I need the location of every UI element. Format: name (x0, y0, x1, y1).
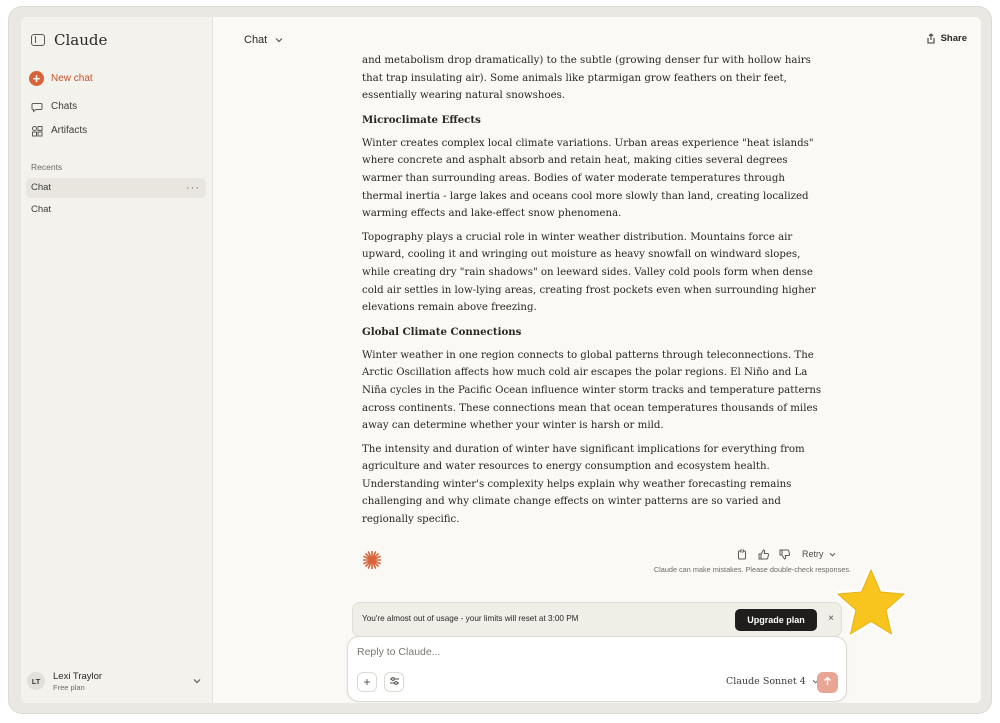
recent-chat-label: Chat (31, 204, 52, 215)
chevron-down-icon (829, 549, 836, 559)
close-icon[interactable]: × (828, 613, 834, 624)
usage-limit-banner (352, 602, 842, 637)
sidebar-toggle-icon[interactable] (31, 34, 45, 46)
avatar: LT (27, 672, 45, 690)
thumbs-down-icon[interactable] (777, 547, 791, 561)
message-paragraph: and metabolism drop dramatically) to the subtle (growing denser fur with hollow hairs that trap insulating air). Some animals like ptarmigan grow feathers on their feet, essentially wearing natural snowshoes. (362, 55, 811, 102)
model-selector[interactable] (726, 676, 819, 687)
more-options-icon[interactable]: ··· (186, 182, 200, 194)
message-paragraph: Winter creates complex local climate variations. Urban areas experience "heat islands" where concrete and asphalt absorb and retain heat, making cities several degrees warmer than surrounding areas. Bodies of water moderate temperatures through thermal inertia - large lakes and oceans cool more slowly than land, creating localized warming effects and lake-effect snow phenomena. (362, 137, 814, 220)
share-icon (926, 33, 936, 44)
chat-bubble-icon (29, 99, 44, 114)
claude-logo-icon (362, 550, 382, 570)
message-paragraph: The intensity and duration of winter have significant implications for everything from agriculture and water resources to energy consumption and ecosystem health. Understanding winter's complexity helps explain why weather forecasting remains challenging and why climate change effects on winter patterns are so varied and regionally specific. (362, 443, 805, 526)
recents-heading: Recents (31, 162, 63, 172)
chevron-down-icon (275, 36, 283, 45)
artifacts-icon (29, 123, 44, 138)
thumbs-up-icon[interactable] (756, 547, 770, 561)
message-heading: Global Climate Connections (362, 325, 522, 338)
new-chat-button[interactable] (29, 71, 93, 86)
tools-button[interactable] (384, 672, 404, 692)
recent-chat-label: Chat (31, 182, 52, 193)
message-heading: Microclimate Effects (362, 113, 481, 126)
chat-title-dropdown[interactable] (244, 34, 283, 46)
sliders-icon (389, 675, 400, 689)
composer (347, 636, 847, 702)
reply-input[interactable] (357, 646, 797, 658)
user-name: Lexi Traylor (53, 670, 103, 682)
disclaimer-text: Claude can make mistakes. Please double-check responses. (653, 565, 851, 574)
retry-button[interactable] (802, 549, 836, 559)
retry-label: Retry (802, 549, 824, 559)
plus-icon: + (29, 71, 44, 86)
arrow-up-icon (823, 676, 832, 689)
copy-icon[interactable] (735, 547, 749, 561)
send-button[interactable] (817, 672, 838, 693)
chat-title: Chat (244, 34, 268, 46)
recent-chat-item[interactable] (26, 178, 206, 198)
assistant-message (362, 52, 824, 535)
model-label: Claude Sonnet 4 (726, 676, 806, 687)
user-menu[interactable] (27, 667, 207, 695)
message-paragraph: Winter weather in one region connects to global patterns through teleconnections. The Arctic Oscillation affects how much cold air escapes the polar regions. El Niño and La Niña cycles in the Pacific Ocean influence winter storm tracks and temperature patterns across continents. These connections mean that ocean temperatures thousands of miles away can determine whether your winter is harsh or mild. (362, 349, 822, 432)
add-attachment-button[interactable] (357, 672, 377, 692)
message-paragraph: Topography plays a crucial role in winter weather distribution. Mountains force air upward, cooling it and wringing out moisture as heavy snowfall on windward slopes, while creating dry "rain shadows" on leeward sides. Valley cold pools form when dense cold air settles in low-lying areas, creating frost pockets even when surrounding higher elevations remain above freezing. (362, 231, 816, 314)
share-label: Share (940, 33, 967, 44)
chevron-down-icon (193, 676, 201, 686)
plus-icon: + (363, 675, 371, 689)
recent-chat-item[interactable] (26, 200, 206, 220)
sidebar (21, 17, 213, 703)
sidebar-item-chats[interactable] (29, 99, 77, 114)
upgrade-plan-button[interactable]: Upgrade plan (735, 609, 817, 631)
app-title: Claude (54, 31, 108, 49)
sidebar-item-label: Artifacts (51, 125, 88, 136)
message-actions (735, 547, 836, 561)
share-button[interactable] (926, 33, 967, 44)
usage-limit-text: You're almost out of usage - your limits will reset at 3:00 PM (362, 614, 579, 623)
sidebar-item-label: Chats (51, 101, 78, 112)
star-sticker-icon (832, 566, 910, 640)
user-plan: Free plan (53, 682, 85, 692)
sidebar-header (31, 31, 107, 49)
sidebar-item-artifacts[interactable] (29, 123, 87, 138)
new-chat-label: New chat (51, 73, 93, 84)
